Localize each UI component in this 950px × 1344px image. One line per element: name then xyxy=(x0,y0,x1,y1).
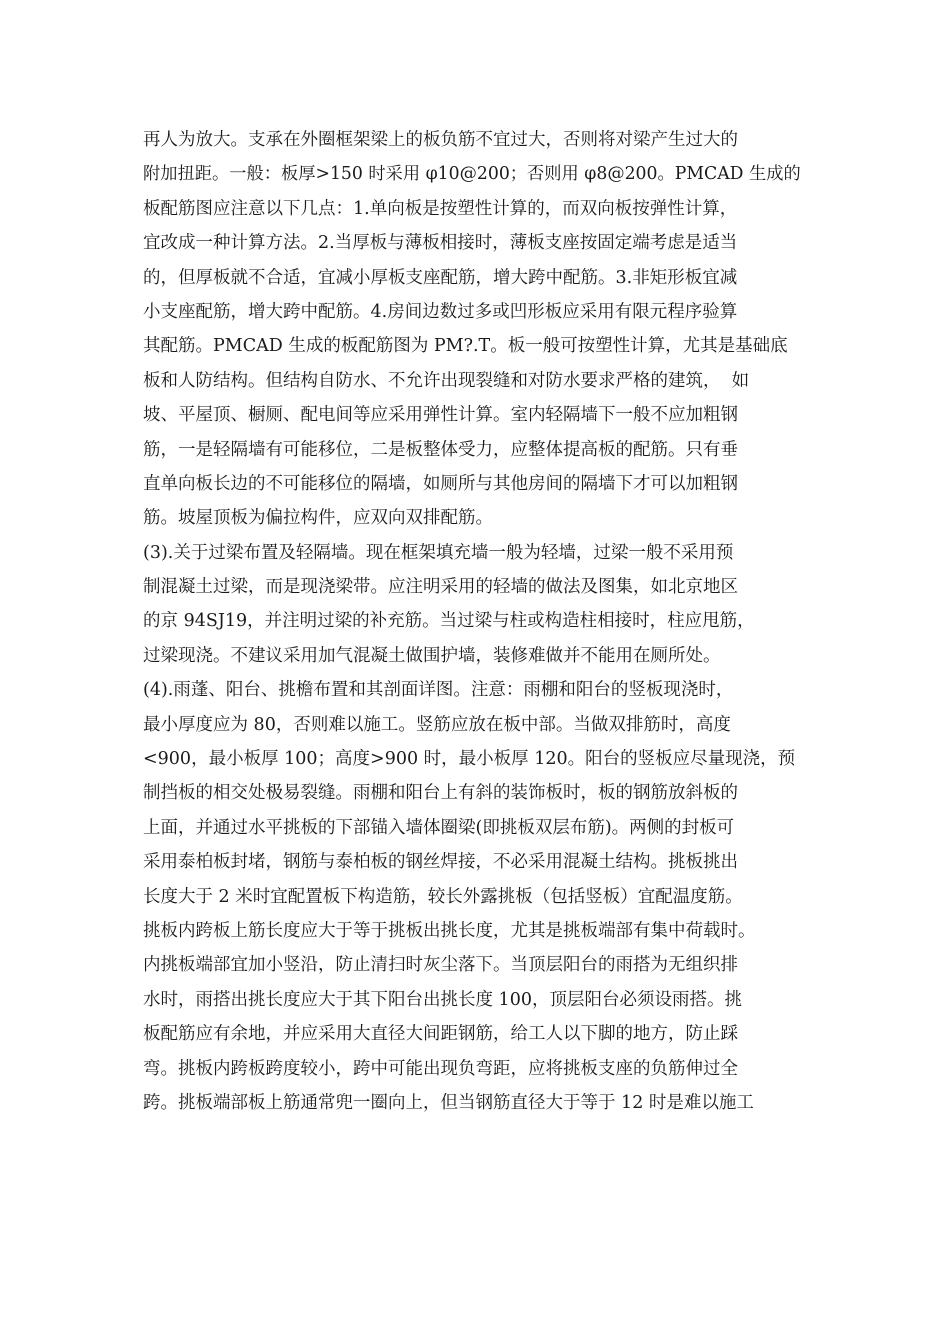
text-line: 长度大于 2 米时宜配置板下构造筋，较长外露挑板（包括竖板）宜配温度筋。 xyxy=(143,886,743,907)
text-line: 上面，并通过水平挑板的下部锚入墙体圈梁(即挑板双层布筋)。两侧的封板可 xyxy=(143,817,735,838)
text-line: 水时，雨搭出挑长度应大于其下阳台出挑长度 100，顶层阳台必须设雨搭。挑 xyxy=(143,989,742,1010)
text-line: 其配筋。PMCAD 生成的板配筋图为 PM?.T。板一般可按塑性计算，尤其是基础底 xyxy=(143,336,788,357)
text-line: 直单向板长边的不可能移位的隔墙，如厕所与其他房间的隔墙下才可以加粗钢 xyxy=(143,473,738,494)
text-line: 最小厚度应为 80，否则难以施工。竖筋应放在板中部。当做双排筋时，高度 xyxy=(143,714,731,735)
text-line: <900，最小板厚 100；高度>900 时，最小板厚 120。阳台的竖板应尽量现浇，预 xyxy=(143,749,796,770)
text-line: 的，但厚板就不合适，宜减小厚板支座配筋，增大跨中配筋。3.非矩形板宜减 xyxy=(143,267,738,288)
text-line: 板配筋图应注意以下几点：1.单向板是按塑性计算的，而双向板按弹性计算， xyxy=(143,198,738,219)
text-line: 内挑板端部宜加小竖沿，防止清扫时灰尘落下。当顶层阳台的雨搭为无组织排 xyxy=(143,955,738,976)
text-line: 筋。坡屋顶板为偏拉构件，应双向双排配筋。 xyxy=(143,508,493,529)
text-line: 筋，一是轻隔墙有可能移位，二是板整体受力，应整体提高板的配筋。只有垂 xyxy=(143,439,738,460)
text-line: 的京 94SJ19，并注明过梁的补充筋。当过梁与柱或构造柱相接时，柱应甩筋， xyxy=(143,611,755,632)
text-line: 附加扭距。一般：板厚>150 时采用 φ10@200；否则用 φ8@200。PMCAD 生成的 xyxy=(143,164,801,185)
document-body xyxy=(143,123,809,1120)
text-line: 再人为放大。支承在外圈框架梁上的板负筋不宜过大，否则将对梁产生过大的 xyxy=(143,130,738,150)
text-line: 坡、平屋顶、橱厕、配电间等应采用弹性计算。室内轻隔墙下一般不应加粗钢 xyxy=(143,405,738,426)
text-line: (4).雨蓬、阳台、挑檐布置和其剖面详图。注意：雨棚和阳台的竖板现浇时， xyxy=(143,680,734,701)
text-line: 制混凝土过梁，而是现浇梁带。应注明采用的轻墙的做法及图集，如北京地区 xyxy=(143,577,738,598)
text-line: 跨。挑板端部板上筋通常兜一圈向上，但当钢筋直径大于等于 12 时是难以施工 xyxy=(143,1092,754,1113)
text-line: 过梁现浇。不建议采用加气混凝土做围护墙，装修难做并不能用在厕所处。 xyxy=(143,645,721,666)
text-line: 板配筋应有余地，并应采用大直径大间距钢筋，给工人以下脚的地方，防止踩 xyxy=(143,1024,738,1045)
text-line: 制挡板的相交处极易裂缝。雨棚和阳台上有斜的装饰板时，板的钢筋放斜板的 xyxy=(143,783,738,804)
text-line: 小支座配筋，增大跨中配筋。4.房间边数过多或凹形板应采用有限元程序验算 xyxy=(143,301,738,322)
text-line: 弯。挑板内跨板跨度较小，跨中可能出现负弯距，应将挑板支座的负筋伸过全 xyxy=(143,1058,738,1079)
text-line: 宜改成一种计算方法。2.当厚板与薄板相接时，薄板支座按固定端考虑是适当 xyxy=(143,233,738,254)
text-line: 板和人防结构。但结构自防水、不允许出现裂缝和对防水要求严格的建筑， 如 xyxy=(143,370,750,391)
text-line: (3).关于过梁布置及轻隔墙。现在框架填充墙一般为轻墙，过梁一般不采用预 xyxy=(143,542,734,563)
text-line: 挑板内跨板上筋长度应大于等于挑板出挑长度，尤其是挑板端部有集中荷载时。 xyxy=(143,920,756,941)
text-line: 采用泰柏板封堵，钢筋与泰柏板的钢丝焊接，不必采用混凝土结构。挑板挑出 xyxy=(143,852,738,873)
